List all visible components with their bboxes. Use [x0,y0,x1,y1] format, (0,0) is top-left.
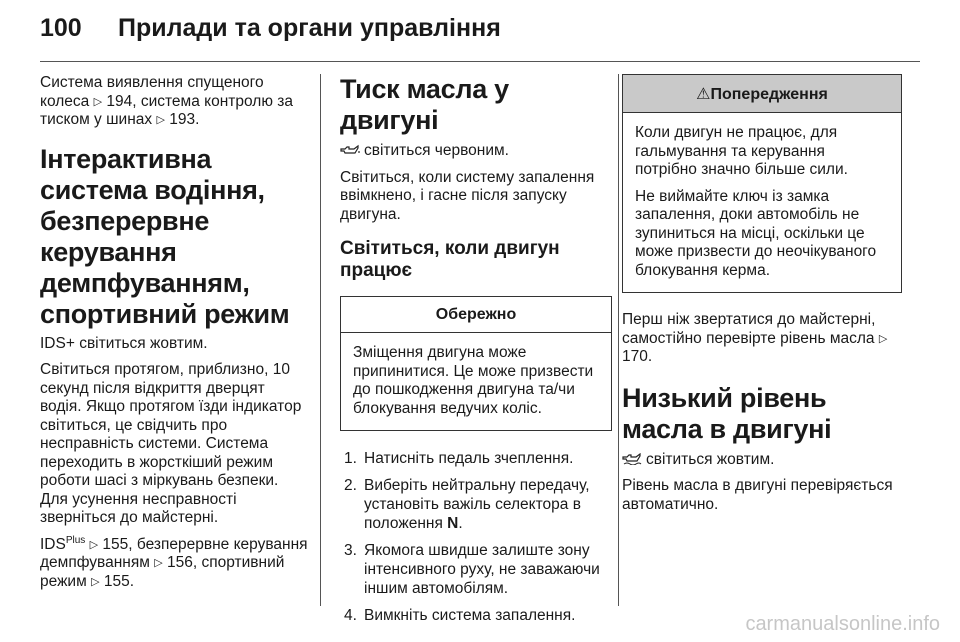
section-heading: Тиск масла у двигуні [340,74,509,135]
warning-text: Коли двигун не працює, для гальмування та керування потрібно значно більше сили. [635,124,848,178]
list-item: 3. Якомога швидше залиште зону інтенсивного руху, не заважаючи іншим автомобілям. [344,542,600,597]
column-divider [618,74,619,606]
paragraph: світиться жовтим. [622,451,902,470]
paragraph: світиться червоним. [340,142,612,161]
page-link[interactable]: 156 [166,554,193,571]
paragraph: Перш ніж звертатися до майстерні, самостійно перевірте рівень масла ▷ 170. [622,311,888,365]
paragraph: $IDS^{Plus}$ ▷ 155, безперервне керування демпфуванням ▷ 156, спортивний режим ▷ 155. [40,534,308,590]
page-reference-arrow-icon: ▷ [93,95,103,108]
oil-can-icon [340,144,360,156]
page-reference-arrow-icon: ▷ [878,332,888,345]
paragraph: Світиться протягом, приблизно, 10 секунд після відкриття дверцят водія. Якщо протягом їзди індикатор світиться, це свідчить про несправність системи. Система переходить в жорсткіший режим роботи шасі з міркувань безпеки. Для усунення несправності зверніться до майстерні. [40,361,302,526]
page-reference-arrow-icon: ▷ [156,114,165,126]
caution-title: Обережно [341,297,611,333]
column-right [622,74,902,522]
caution-text: Зміщення двигуна може припинитися. Це може призвести до пошкодження двигуна та/чи блокування ведучих коліс. [353,344,594,417]
list-item: 4. Вимкніть система запалення. [344,607,576,624]
page-link[interactable]: 194 [106,92,133,110]
header-divider [40,61,920,62]
warning-triangle-icon: ⚠ [696,86,711,103]
page-reference-arrow-icon: ▷ [154,557,163,569]
page-header [0,0,960,62]
warning-box [622,74,902,293]
paragraph: Рівень масла в двигуні перевіряється автоматично. [622,477,893,513]
page-link[interactable]: 170 [622,348,648,365]
column-left [40,74,310,599]
paragraph: Світиться, коли систему запалення ввімкнено, і гасне після запуску двигуна. [340,168,595,223]
page-link[interactable]: 155 [102,535,129,553]
watermark: carmanualsonline.info [745,613,940,635]
page-reference-arrow-icon: ▷ [89,538,99,551]
list-item: 1. Натисніть педаль зчеплення. [344,450,574,467]
list-item: 2. Виберіть нейтральну передачу, установіть важіль селектора в положення N. [344,477,590,532]
section-heading: Інтерактивна система водіння, безперервне керування демпфуванням, спортивний режим [40,143,290,329]
oil-level-icon [622,453,642,465]
steps-list [340,449,612,625]
warning-text: Не виймайте ключ із замка запалення, доки автомобіль не зупиниться на місці, оскільки це може призвести до неочікуваного блокування керма. [635,187,877,279]
page-number: 100 [40,14,82,42]
page-link[interactable]: 155 [103,572,130,590]
warning-title: ⚠Попередження [623,75,901,113]
subsection-heading: Світиться, коли двигун працює [340,238,560,281]
paragraph: Система виявлення спущеного колеса ▷ 194, система контролю за тиском у шинах ▷ 193. [40,74,293,128]
paragraph: IDS+ світиться жовтим. [40,334,208,352]
section-heading: Низький рівень масла в двигуні [622,382,832,444]
column-middle [340,74,612,633]
caution-box [340,296,612,431]
page-title: Прилади та органи управління [118,14,501,42]
column-divider [320,74,321,606]
page-link[interactable]: 193 [169,111,196,128]
page-reference-arrow-icon: ▷ [91,575,100,588]
